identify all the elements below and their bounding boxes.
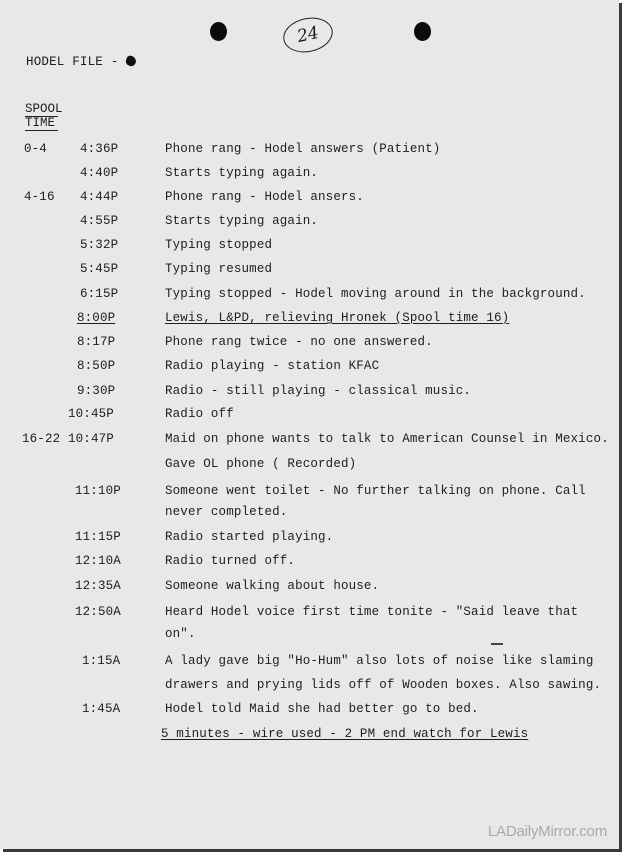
log-description: Phone rang - Hodel answers (Patient) — [165, 142, 441, 156]
log-time: 11:15P — [75, 530, 121, 544]
log-time: 1:15A — [82, 654, 121, 668]
log-description: Typing resumed — [165, 262, 273, 276]
log-description: Someone walking about house. — [165, 579, 380, 593]
punch-hole-right-icon — [414, 22, 431, 41]
stray-pen-mark — [491, 643, 503, 645]
log-time: 9:30P — [77, 384, 116, 398]
spool-range: 16-22 — [22, 432, 61, 446]
log-description: Phone rang twice - no one answered. — [165, 335, 433, 349]
spool-range: 0-4 — [24, 142, 47, 156]
log-time: 10:45P — [68, 407, 114, 421]
site-watermark: LADailyMirror.com — [487, 823, 607, 840]
handwritten-page-number — [280, 13, 336, 57]
log-time: 8:50P — [77, 359, 116, 373]
scribble-mark-icon — [125, 55, 138, 68]
log-time: 1:45A — [82, 702, 121, 716]
log-description-continued: drawers and prying lids off of Wooden boxes. Also sawing. — [165, 678, 602, 692]
log-description: Someone went toilet - No further talking on phone. Call — [165, 484, 586, 498]
log-description: Starts typing again. — [165, 214, 319, 228]
log-description: Phone rang - Hodel ansers. — [165, 190, 364, 204]
spool-time-header — [25, 102, 63, 131]
log-description-continued: on". — [165, 627, 196, 641]
header-time: TIME — [25, 117, 58, 131]
log-time: 4:55P — [80, 214, 119, 228]
log-time: 12:35A — [75, 579, 121, 593]
log-time: 4:40P — [80, 166, 119, 180]
log-time: 5:32P — [80, 238, 119, 252]
log-description: Lewis, L&PD, relieving Hronek (Spool time 16) — [165, 311, 510, 325]
log-time: 12:10A — [75, 554, 121, 568]
log-description: Radio - still playing - classical music. — [165, 384, 472, 398]
log-description: Radio started playing. — [165, 530, 334, 544]
log-description: Typing stopped — [165, 238, 273, 252]
log-description: Hodel told Maid she had better go to bed. — [165, 702, 479, 716]
log-description: Radio off — [165, 407, 234, 421]
closing-note: 5 minutes - wire used - 2 PM end watch for Lewis — [161, 727, 529, 741]
file-title — [26, 55, 136, 69]
spool-range: 4-16 — [24, 190, 55, 204]
log-description: Typing stopped - Hodel moving around in the background. — [165, 287, 586, 301]
log-time: 10:47P — [68, 432, 114, 446]
log-description: Heard Hodel voice first time tonite - "Said leave that — [165, 605, 579, 619]
log-description: Radio playing - station KFAC — [165, 359, 380, 373]
log-description-continued: never completed. — [165, 505, 288, 519]
header-spool: SPOOL — [25, 102, 63, 116]
file-title-text: HODEL FILE - — [26, 55, 119, 69]
log-time: 8:00P — [77, 311, 116, 325]
log-description: A lady gave big "Ho-Hum" also lots of noise like slaming — [165, 654, 594, 668]
log-time: 8:17P — [77, 335, 116, 349]
log-time: 6:15P — [80, 287, 119, 301]
log-description: Starts typing again. — [165, 166, 319, 180]
punch-hole-left-icon — [210, 22, 227, 41]
log-time: 12:50A — [75, 605, 121, 619]
log-time: 5:45P — [80, 262, 119, 276]
log-description: Maid on phone wants to talk to American Counsel in Mexico. — [165, 432, 609, 446]
log-description-continued: Gave OL phone ( Recorded) — [165, 457, 357, 471]
log-description: Radio turned off. — [165, 554, 296, 568]
log-time: 4:44P — [80, 190, 119, 204]
log-time: 11:10P — [75, 484, 121, 498]
log-time: 4:36P — [80, 142, 119, 156]
page-number-text: 24 — [295, 22, 321, 48]
